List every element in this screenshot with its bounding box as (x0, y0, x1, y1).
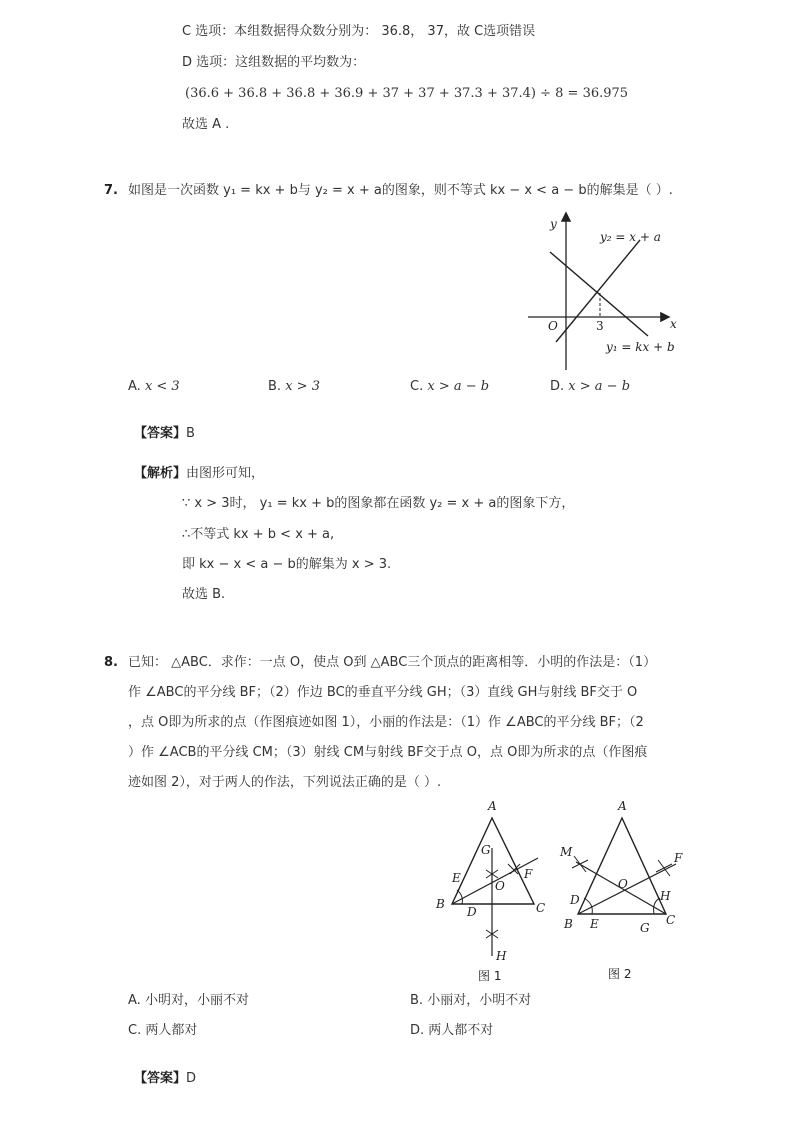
q7-option-a[interactable] (128, 378, 180, 396)
q8-option-a[interactable] (128, 992, 249, 1010)
fig2-label-a: A (618, 799, 627, 813)
option-letter: A. (128, 993, 141, 1008)
line-y1-label: y₁ = kx + b (606, 340, 675, 354)
option-text: x > 3 (285, 379, 320, 394)
q8-number: 8. (104, 655, 118, 670)
q8-option-b[interactable] (410, 992, 531, 1010)
origin-label: O (548, 319, 558, 333)
option-text: 两人都不对 (428, 1023, 494, 1038)
fig1-label-c: C (536, 901, 546, 915)
fig2-label-g: G (640, 921, 650, 935)
d-option-line: D 选项：这组数据的平均数为： (182, 55, 366, 70)
x-axis-label: x (670, 317, 677, 331)
q7-graph (528, 212, 688, 372)
fig1-caption: 图 1 (478, 969, 502, 983)
option-letter: B. (268, 379, 282, 394)
fig1-label-e: E (452, 871, 461, 885)
answer-tag: 【答案】 (134, 426, 187, 441)
option-text: 小丽对，小明不对 (427, 993, 532, 1008)
q7-analysis-line-1: ∵ x > 3时， y₁ = kx + b的图象都在函数 y₂ = x + a的图象下方， (182, 496, 575, 511)
q8-option-d[interactable] (410, 1022, 493, 1040)
fig2-label-f: F (674, 851, 683, 865)
analysis-tag: 【解析】 (134, 466, 187, 481)
option-letter: C. (410, 379, 424, 394)
tick-label: 3 (596, 319, 604, 333)
q7-analysis-line-4: 故选 B. (182, 587, 226, 602)
prev-conclusion: 故选 A . (182, 117, 230, 132)
fig2-label-e: E (590, 917, 599, 931)
fig1-label-a: A (488, 799, 497, 813)
answer-value: B (186, 426, 195, 441)
q8-stem-line-2: 作 ∠ABC的平分线 BF；（2）作边 BC的垂直平分线 GH；（3）直线 GH与射线 BF交于 O (128, 685, 638, 700)
c-option-line: C 选项：本组数据得众数分别为： 36.8， 37，故 C选项错误 (182, 24, 536, 39)
fig1-label-f: F (524, 867, 533, 881)
q7-analysis-line-3: 即 kx − x < a − b的解集为 x > 3. (182, 557, 392, 572)
q7-option-b[interactable] (268, 378, 320, 396)
q8-stem-line-1: 已知： △ABC．求作：一点 O，使点 O到 △ABC三个顶点的距离相等．小明的作法是：（1） (128, 655, 657, 670)
q8-answer (134, 1070, 196, 1088)
q8-option-c[interactable] (128, 1022, 197, 1040)
option-letter: B. (410, 993, 424, 1008)
line-y2-label: y₂ = x + a (600, 230, 661, 244)
fig1-label-g: G (481, 843, 491, 857)
q7-analysis-line-2: ∴不等式 kx + b < x + a, (182, 527, 335, 542)
option-text: 小明对，小丽不对 (144, 993, 249, 1008)
q8-stem-line-3: ，点 O即为所求的点（作图痕迹如图 1），小丽的作法是：（1）作 ∠ABC的平分线 BF；（2 (128, 715, 644, 730)
q8-stem-line-5: 迹如图 2），对于两人的作法，下列说法正确的是（ ）. (128, 775, 442, 790)
q8-figure-1 (430, 796, 560, 986)
mean-formula: (36.6 + 36.8 + 36.8 + 36.9 + 37 + 37 + 37.3 + 37.4) ÷ 8 = 36.975 (185, 86, 629, 101)
q7-answer (134, 425, 195, 443)
fig2-caption: 图 2 (608, 967, 632, 981)
answer-tag: 【答案】 (134, 1071, 187, 1086)
q8-stem-line-4: ）作 ∠ACB的平分线 CM；（3）射线 CM与射线 BF交于点 O，点 O即为所求的点（作图痕 (128, 745, 648, 760)
q7-option-c[interactable] (410, 378, 489, 396)
fig1-label-d: D (467, 905, 477, 919)
fig1-label-h: H (496, 949, 507, 963)
q7-option-d[interactable] (550, 378, 630, 396)
fig2-label-b: B (564, 917, 573, 931)
option-text: 两人都对 (145, 1023, 198, 1038)
analysis-intro: 由图形可知， (186, 466, 265, 481)
q7-analysis-header (134, 465, 264, 483)
fig1-label-b: B (436, 897, 445, 911)
fig2-label-h: H (660, 889, 671, 903)
fig2-label-m: M (560, 845, 573, 859)
option-letter: D. (550, 379, 565, 394)
option-letter: D. (410, 1023, 425, 1038)
option-text: x > a − b (427, 379, 490, 394)
option-letter: C. (128, 1023, 142, 1038)
option-text: x < 3 (144, 379, 180, 394)
q7-number: 7. (104, 183, 118, 198)
fig1-label-o: O (495, 879, 505, 893)
y-axis-label: y (550, 217, 557, 231)
fig2-label-o: O (618, 877, 628, 891)
q8-figure-2 (556, 796, 696, 986)
option-letter: A. (128, 379, 141, 394)
option-text: x > a − b (568, 379, 631, 394)
answer-value: D (186, 1071, 197, 1086)
fig2-label-c: C (666, 913, 676, 927)
fig2-label-d: D (570, 893, 580, 907)
q7-stem: 如图是一次函数 y₁ = kx + b与 y₂ = x + a的图象，则不等式 kx − x < a − b的解集是（ ）. (128, 183, 673, 198)
